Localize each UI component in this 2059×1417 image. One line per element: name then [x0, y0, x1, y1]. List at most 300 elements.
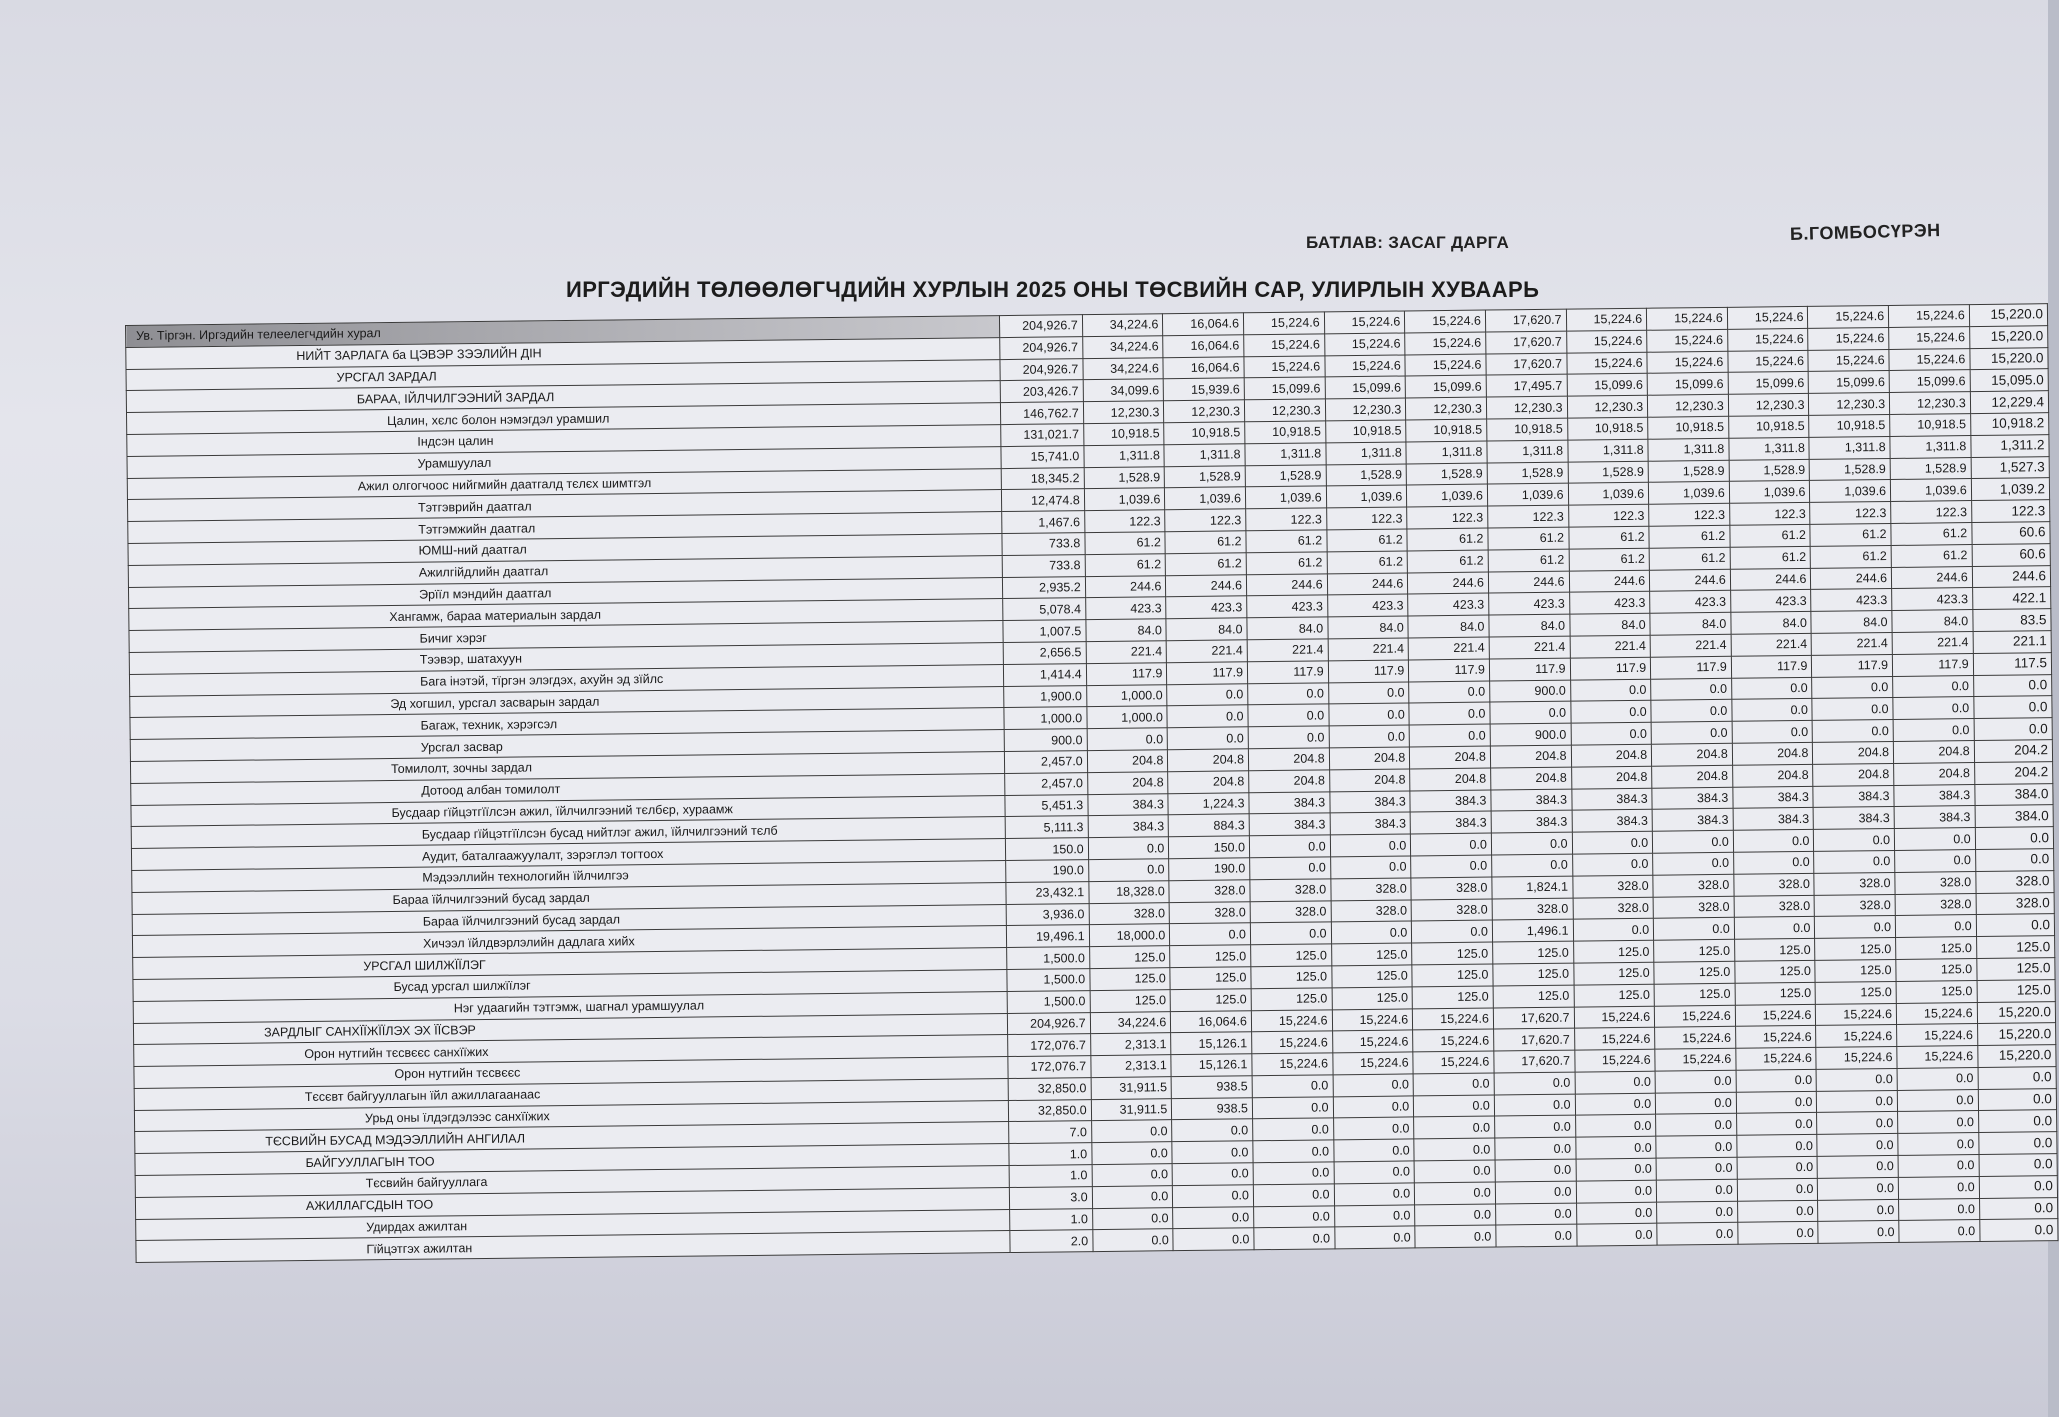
value-cell: 244.6	[1408, 572, 1489, 595]
value-cell: 10,918.5	[1325, 420, 1406, 443]
value-cell: 125.0	[1412, 964, 1493, 987]
value-cell: 0.0	[1248, 682, 1329, 705]
row-label: АЖИЛЛАГСДЫН ТОО	[135, 1187, 1009, 1219]
value-cell: 204.8	[1248, 748, 1329, 771]
row-label: Бусад урсгал шилжїїлэг	[133, 969, 1007, 1001]
value-cell: 0.0	[1736, 1113, 1817, 1136]
row-label: Урамшуулал	[127, 446, 1001, 478]
value-cell: 0.0	[1737, 1135, 1818, 1158]
value-cell: 15,224.6	[1735, 1026, 1816, 1049]
value-cell: 204.8	[1490, 745, 1571, 768]
value-cell: 0.0	[1253, 1162, 1334, 1185]
value-cell: 0.0	[1571, 722, 1652, 745]
value-cell: 125.0	[1977, 958, 2055, 981]
value-cell: 61.2	[1891, 544, 1972, 567]
value-cell: 2,457.0	[1004, 751, 1087, 774]
value-cell: 15,224.6	[1808, 349, 1889, 372]
value-cell: 0.0	[1334, 1226, 1415, 1249]
value-cell: 61.2	[1811, 545, 1892, 568]
value-cell: 84.0	[1247, 617, 1328, 640]
value-cell: 384.3	[1330, 812, 1411, 835]
value-cell: 0.0	[1091, 1120, 1172, 1143]
value-cell: 204.8	[1329, 747, 1410, 770]
value-cell: 1.0	[1009, 1165, 1092, 1188]
value-cell: 0.0	[1167, 727, 1248, 750]
value-cell: 422.1	[1972, 587, 2050, 610]
value-cell: 1,528.9	[1406, 463, 1487, 486]
value-cell: 0.0	[1088, 837, 1169, 860]
value-cell: 384.3	[1733, 786, 1814, 809]
value-cell: 1,224.3	[1168, 792, 1249, 815]
value-cell: 15,224.6	[1332, 1052, 1413, 1075]
row-label: УРСГАЛ ШИЛЖЇЇЛЭГ	[133, 948, 1007, 980]
value-cell: 221.4	[1812, 632, 1893, 655]
value-cell: 204.8	[1732, 764, 1813, 787]
value-cell: 328.0	[1734, 895, 1815, 918]
value-cell: 61.2	[1085, 532, 1166, 555]
value-cell: 244.6	[1166, 574, 1247, 597]
value-cell: 0.0	[1415, 1225, 1496, 1248]
value-cell: 384.0	[1975, 805, 2053, 828]
value-cell: 125.0	[1735, 982, 1816, 1005]
value-cell: 125.0	[1896, 980, 1977, 1003]
value-cell: 384.3	[1491, 810, 1572, 833]
value-cell: 5,078.4	[1003, 598, 1086, 621]
value-cell: 0.0	[1495, 1159, 1576, 1182]
value-cell: 0.0	[1173, 1228, 1254, 1251]
value-cell: 1,527.3	[1971, 456, 2049, 479]
value-cell: 384.3	[1814, 807, 1895, 830]
value-cell: 84.0	[1086, 619, 1167, 642]
value-cell: 12,230.3	[1244, 399, 1325, 422]
value-cell: 244.6	[1730, 568, 1811, 591]
value-cell: 0.0	[1732, 699, 1813, 722]
value-cell: 0.0	[1330, 834, 1411, 857]
value-cell: 0.0	[1331, 921, 1412, 944]
value-cell: 328.0	[1330, 878, 1411, 901]
value-cell: 204.8	[1249, 770, 1330, 793]
value-cell: 900.0	[1004, 729, 1087, 752]
value-cell: 0.0	[1656, 1179, 1737, 1202]
value-cell: 23,432.1	[1006, 881, 1089, 904]
value-cell: 328.0	[1411, 877, 1492, 900]
value-cell: 15,224.6	[1655, 1048, 1736, 1071]
value-cell: 0.0	[1494, 1072, 1575, 1095]
value-cell: 15,220.0	[1970, 347, 2048, 370]
value-cell: 117.9	[1328, 660, 1409, 683]
value-cell: 1,039.6	[1568, 483, 1649, 506]
value-cell: 16,064.6	[1171, 1010, 1252, 1033]
value-cell: 384.3	[1088, 793, 1169, 816]
value-cell: 204.8	[1168, 749, 1249, 772]
value-cell: 61.2	[1327, 529, 1408, 552]
value-cell: 0.0	[1576, 1180, 1657, 1203]
value-cell: 125.0	[1089, 946, 1170, 969]
value-cell: 0.0	[1328, 682, 1409, 705]
row-label: Тєсєвт байгууллагын їйл ажиллагаанаас	[134, 1078, 1008, 1110]
value-cell: 0.0	[1253, 1118, 1334, 1141]
value-cell: 5,451.3	[1005, 794, 1088, 817]
value-cell: 0.0	[1978, 1067, 2056, 1090]
value-cell: 1,311.8	[1245, 443, 1326, 466]
row-label: Індсэн цалин	[127, 425, 1001, 457]
value-cell: 0.0	[1898, 1155, 1979, 1178]
value-cell: 0.0	[1897, 1089, 1978, 1112]
value-cell: 0.0	[1575, 1071, 1656, 1094]
value-cell: 16,064.6	[1163, 313, 1244, 336]
value-cell: 84.0	[1166, 618, 1247, 641]
value-cell: 204.2	[1974, 761, 2052, 784]
value-cell: 0.0	[1333, 1074, 1414, 1097]
approval-label: БАТЛАВ: ЗАСАГ ДАРГА	[1306, 233, 1510, 252]
value-cell: 244.6	[1569, 570, 1650, 593]
value-cell: 125.0	[1331, 965, 1412, 988]
value-cell: 117.9	[1812, 654, 1893, 677]
value-cell: 204.8	[1571, 744, 1652, 767]
value-cell: 204.8	[1571, 766, 1652, 789]
value-cell: 0.0	[1494, 1094, 1575, 1117]
value-cell: 0.0	[1254, 1227, 1335, 1250]
value-cell: 3,936.0	[1006, 903, 1089, 926]
value-cell: 0.0	[1737, 1200, 1818, 1223]
value-cell: 1,311.8	[1164, 444, 1245, 467]
value-cell: 1,311.2	[1971, 434, 2049, 457]
value-cell: 31,911.5	[1091, 1098, 1172, 1121]
budget-table	[125, 303, 2059, 1263]
value-cell: 1,000.0	[1086, 684, 1167, 707]
value-cell: 122.3	[1407, 506, 1488, 529]
value-cell: 0.0	[1570, 679, 1651, 702]
value-cell: 0.0	[1575, 1136, 1656, 1159]
value-cell: 1,007.5	[1003, 620, 1086, 643]
value-cell: 10,918.5	[1809, 414, 1890, 437]
value-cell: 15,224.6	[1647, 307, 1728, 330]
value-cell: 221.4	[1408, 637, 1489, 660]
row-label: Урьд оны їлдэгдэлээс санхїїжих	[134, 1100, 1008, 1132]
value-cell: 125.0	[1573, 962, 1654, 985]
row-label: Ажилгійдлийн даатгал	[128, 555, 1002, 587]
value-cell: 15,224.6	[1655, 1005, 1736, 1028]
value-cell: 84.0	[1811, 611, 1892, 634]
value-cell: 125.0	[1090, 989, 1171, 1012]
budget-table-body	[126, 304, 2059, 1263]
row-label: Цалин, хєлс болон нэмэгдэл урамшил	[126, 403, 1000, 435]
value-cell: 1,311.8	[1406, 441, 1487, 464]
value-cell: 1,900.0	[1004, 685, 1087, 708]
value-cell: 423.3	[1327, 594, 1408, 617]
value-cell: 84.0	[1650, 612, 1731, 635]
value-cell: 15,220.0	[1978, 1045, 2056, 1068]
value-cell: 61.2	[1730, 546, 1811, 569]
value-cell: 204,926.7	[1000, 358, 1083, 381]
value-cell: 328.0	[1814, 872, 1895, 895]
value-cell: 0.0	[1895, 915, 1976, 938]
value-cell: 1,528.9	[1810, 458, 1891, 481]
value-cell: 15,224.6	[1413, 1008, 1494, 1031]
value-cell: 1,528.9	[1487, 462, 1568, 485]
value-cell: 384.3	[1249, 791, 1330, 814]
value-cell: 61.2	[1488, 549, 1569, 572]
value-cell: 10,918.5	[1567, 417, 1648, 440]
value-cell: 16,064.6	[1163, 335, 1244, 358]
value-cell: 15,099.6	[1647, 373, 1728, 396]
value-cell: 10,918.5	[1728, 415, 1809, 438]
value-cell: 0.0	[1576, 1158, 1657, 1181]
value-cell: 17,620.7	[1486, 331, 1567, 354]
value-cell: 15,224.6	[1728, 350, 1809, 373]
value-cell: 32,850.0	[1008, 1077, 1091, 1100]
row-label: Бусдаар гїйцэтгїїлсэн бусад нийтлэг ажил, їйлчилгээний тєлб	[131, 817, 1005, 849]
value-cell: 0.0	[1974, 696, 2052, 719]
value-cell: 0.0	[1818, 1199, 1899, 1222]
value-cell: 0.0	[1737, 1156, 1818, 1179]
value-cell: 1,311.8	[1729, 437, 1810, 460]
value-cell: 244.6	[1246, 573, 1327, 596]
value-cell: 328.0	[1815, 894, 1896, 917]
value-cell: 15,099.6	[1244, 377, 1325, 400]
value-cell: 15,126.1	[1171, 1054, 1252, 1077]
value-cell: 328.0	[1895, 871, 1976, 894]
value-cell: 125.0	[1412, 942, 1493, 965]
value-cell: 0.0	[1330, 856, 1411, 879]
row-label: Багаж, техник, хэрэгсэл	[130, 708, 1004, 740]
value-cell: 61.2	[1165, 531, 1246, 554]
value-cell: 0.0	[1974, 718, 2052, 741]
value-cell: 0.0	[1333, 1117, 1414, 1140]
value-cell: 0.0	[1733, 829, 1814, 852]
value-cell: 1,528.9	[1890, 457, 1971, 480]
value-cell: 60.6	[1972, 543, 2050, 566]
value-cell: 0.0	[1980, 1219, 2058, 1242]
value-cell: 1,496.1	[1492, 919, 1573, 942]
value-cell: 125.0	[1815, 959, 1896, 982]
value-cell: 0.0	[1333, 1139, 1414, 1162]
value-cell: 384.3	[1088, 815, 1169, 838]
value-cell: 61.2	[1246, 530, 1327, 553]
row-label: БАРАА, ІЙЛЧИЛГЭЭНИЙ ЗАРДАЛ	[126, 381, 1000, 413]
value-cell: 0.0	[1248, 726, 1329, 749]
value-cell: 204.8	[1410, 768, 1491, 791]
value-cell: 328.0	[1895, 893, 1976, 916]
value-cell: 1,528.9	[1568, 461, 1649, 484]
value-cell: 17,620.7	[1493, 1028, 1574, 1051]
value-cell: 15,224.6	[1405, 310, 1486, 333]
value-cell: 0.0	[1167, 705, 1248, 728]
value-cell: 0.0	[1495, 1203, 1576, 1226]
value-cell: 0.0	[1817, 1112, 1898, 1135]
value-cell: 0.0	[1092, 1142, 1173, 1165]
document-title: ИРГЭДИЙН ТӨЛӨӨЛӨГЧДИЙН ХУРЛЫН 2025 ОНЫ ТӨСВИЙН САР, УЛИРЛЫН ХУВААРЬ	[566, 277, 1540, 302]
value-cell: 1,039.6	[1810, 480, 1891, 503]
value-cell: 204.8	[1087, 750, 1168, 773]
value-cell: 328.0	[1250, 879, 1331, 902]
value-cell: 12,230.3	[1809, 393, 1890, 416]
value-cell: 0.0	[1818, 1156, 1899, 1179]
value-cell: 122.3	[1649, 503, 1730, 526]
value-cell: 1,311.8	[1326, 442, 1407, 465]
row-label: УРСГАЛ ЗАРДАЛ	[126, 359, 1000, 391]
value-cell: 244.6	[1085, 575, 1166, 598]
value-cell: 0.0	[1414, 1138, 1495, 1161]
value-cell: 1,824.1	[1492, 876, 1573, 899]
value-cell: 0.0	[1172, 1163, 1253, 1186]
value-cell: 423.3	[1166, 596, 1247, 619]
value-cell: 0.0	[1495, 1181, 1576, 1204]
value-cell: 125.0	[1573, 940, 1654, 963]
value-cell: 125.0	[1332, 987, 1413, 1010]
value-cell: 15,224.6	[1324, 311, 1405, 334]
value-cell: 15,224.6	[1574, 1006, 1655, 1029]
value-cell: 10,918.2	[1970, 413, 2048, 436]
value-cell: 0.0	[1093, 1229, 1174, 1252]
value-cell: 221.4	[1570, 635, 1651, 658]
value-cell: 0.0	[1409, 702, 1490, 725]
value-cell: 0.0	[1813, 720, 1894, 743]
value-cell: 15,099.6	[1809, 371, 1890, 394]
value-cell: 0.0	[1654, 918, 1735, 941]
value-cell: 1,311.8	[1648, 438, 1729, 461]
value-cell: 221.4	[1731, 633, 1812, 656]
value-cell: 0.0	[1249, 835, 1330, 858]
value-cell: 0.0	[1657, 1201, 1738, 1224]
value-cell: 15,224.6	[1889, 305, 1970, 328]
value-cell: 1,311.8	[1084, 444, 1165, 467]
value-cell: 0.0	[1653, 852, 1734, 875]
value-cell: 221.4	[1247, 639, 1328, 662]
value-cell: 1,039.6	[1649, 482, 1730, 505]
approver-name: Б.ГОМБОСҮРЭН	[1789, 220, 1941, 244]
value-cell: 61.2	[1568, 526, 1649, 549]
value-cell: 384.3	[1571, 788, 1652, 811]
value-cell: 328.0	[1089, 902, 1170, 925]
value-cell: 18,328.0	[1089, 880, 1170, 903]
value-cell: 34,224.6	[1090, 1011, 1171, 1034]
value-cell: 0.0	[1817, 1090, 1898, 1113]
value-cell: 733.8	[1002, 554, 1085, 577]
value-cell: 61.2	[1730, 524, 1811, 547]
value-cell: 203,426.7	[1000, 380, 1083, 403]
value-cell: 384.3	[1329, 790, 1410, 813]
value-cell: 0.0	[1978, 1110, 2056, 1133]
value-cell: 0.0	[1975, 827, 2053, 850]
value-cell: 15,224.6	[1816, 1003, 1897, 1026]
value-cell: 0.0	[1893, 675, 1974, 698]
value-cell: 0.0	[1492, 854, 1573, 877]
value-cell: 34,099.6	[1083, 379, 1164, 402]
value-cell: 125.0	[1896, 937, 1977, 960]
value-cell: 117.9	[1167, 662, 1248, 685]
value-cell: 204,926.7	[1000, 336, 1083, 359]
value-cell: 204.8	[1491, 767, 1572, 790]
row-label: ТЄСВИЙН БУСАД МЭДЭЭЛЛИЙН АНГИЛАЛ	[135, 1122, 1009, 1154]
value-cell: 125.0	[1251, 944, 1332, 967]
value-cell: 61.2	[1407, 550, 1488, 573]
value-cell: 15,220.0	[1977, 1001, 2055, 1024]
value-cell: 12,230.3	[1889, 392, 1970, 415]
value-cell: 0.0	[1893, 719, 1974, 742]
value-cell: 122.3	[1568, 504, 1649, 527]
value-cell: 125.0	[1493, 985, 1574, 1008]
value-cell: 0.0	[1167, 683, 1248, 706]
value-cell: 15,939.6	[1164, 378, 1245, 401]
value-cell: 146,762.7	[1001, 402, 1084, 425]
value-cell: 0.0	[1898, 1111, 1979, 1134]
value-cell: 117.9	[1086, 662, 1167, 685]
value-cell: 83.5	[1973, 609, 2051, 632]
value-cell: 328.0	[1976, 892, 2054, 915]
value-cell: 0.0	[1818, 1221, 1899, 1244]
value-cell: 1,414.4	[1003, 663, 1086, 686]
value-cell: 15,099.6	[1325, 376, 1406, 399]
value-cell: 0.0	[1812, 676, 1893, 699]
value-cell: 125.0	[1977, 979, 2055, 1002]
value-cell: 122.3	[1891, 501, 1972, 524]
value-cell: 0.0	[1496, 1225, 1577, 1248]
value-cell: 84.0	[1489, 614, 1570, 637]
value-cell: 15,224.6	[1816, 1025, 1897, 1048]
value-cell: 15,224.6	[1808, 305, 1889, 328]
value-cell: 10,918.5	[1406, 419, 1487, 442]
value-cell: 61.2	[1327, 551, 1408, 574]
value-cell: 0.0	[1899, 1198, 1980, 1221]
value-cell: 15,224.6	[1574, 1027, 1655, 1050]
value-cell: 150.0	[1005, 838, 1088, 861]
row-label: ЮМШ-ний даатгал	[128, 534, 1002, 566]
value-cell: 0.0	[1329, 725, 1410, 748]
value-cell: 0.0	[1329, 703, 1410, 726]
value-cell: 32,850.0	[1008, 1099, 1091, 1122]
value-cell: 122.3	[1810, 502, 1891, 525]
value-cell: 2,935.2	[1002, 576, 1085, 599]
value-cell: 10,918.5	[1245, 421, 1326, 444]
value-cell: 204.8	[1893, 740, 1974, 763]
value-cell: 10,918.5	[1083, 423, 1164, 446]
value-cell: 0.0	[1170, 923, 1251, 946]
value-cell: 1,039.6	[1165, 487, 1246, 510]
value-cell: 0.0	[1736, 1069, 1817, 1092]
value-cell: 221.4	[1086, 641, 1167, 664]
value-cell: 34,224.6	[1082, 336, 1163, 359]
value-cell: 204.8	[1168, 771, 1249, 794]
value-cell: 0.0	[1254, 1206, 1335, 1229]
value-cell: 1,039.6	[1326, 485, 1407, 508]
value-cell: 15,224.6	[1566, 308, 1647, 331]
value-cell: 18,345.2	[1001, 467, 1084, 490]
value-cell: 204.8	[1732, 742, 1813, 765]
value-cell: 1,528.9	[1165, 465, 1246, 488]
value-cell: 15,126.1	[1171, 1032, 1252, 1055]
value-cell: 328.0	[1976, 870, 2054, 893]
value-cell: 0.0	[1656, 1157, 1737, 1180]
value-cell: 61.2	[1407, 528, 1488, 551]
value-cell: 12,230.3	[1728, 394, 1809, 417]
value-cell: 15,224.6	[1727, 306, 1808, 329]
value-cell: 172,076.7	[1008, 1056, 1091, 1079]
value-cell: 15,224.6	[1413, 1051, 1494, 1074]
row-label: Бичиг хэрэг	[129, 621, 1003, 653]
value-cell: 0.0	[1814, 829, 1895, 852]
value-cell: 328.0	[1734, 873, 1815, 896]
value-cell: 244.6	[1650, 569, 1731, 592]
value-cell: 17,620.7	[1485, 309, 1566, 332]
row-label: Хичээл їйлдвэрлэлийн дадлага хийх	[132, 926, 1006, 958]
value-cell: 0.0	[1415, 1204, 1496, 1227]
value-cell: 0.0	[1657, 1223, 1738, 1246]
value-cell: 0.0	[1899, 1220, 1980, 1243]
value-cell: 1,039.2	[1971, 478, 2049, 501]
value-cell: 15,099.6	[1889, 370, 1970, 393]
value-cell: 0.0	[1897, 1067, 1978, 1090]
